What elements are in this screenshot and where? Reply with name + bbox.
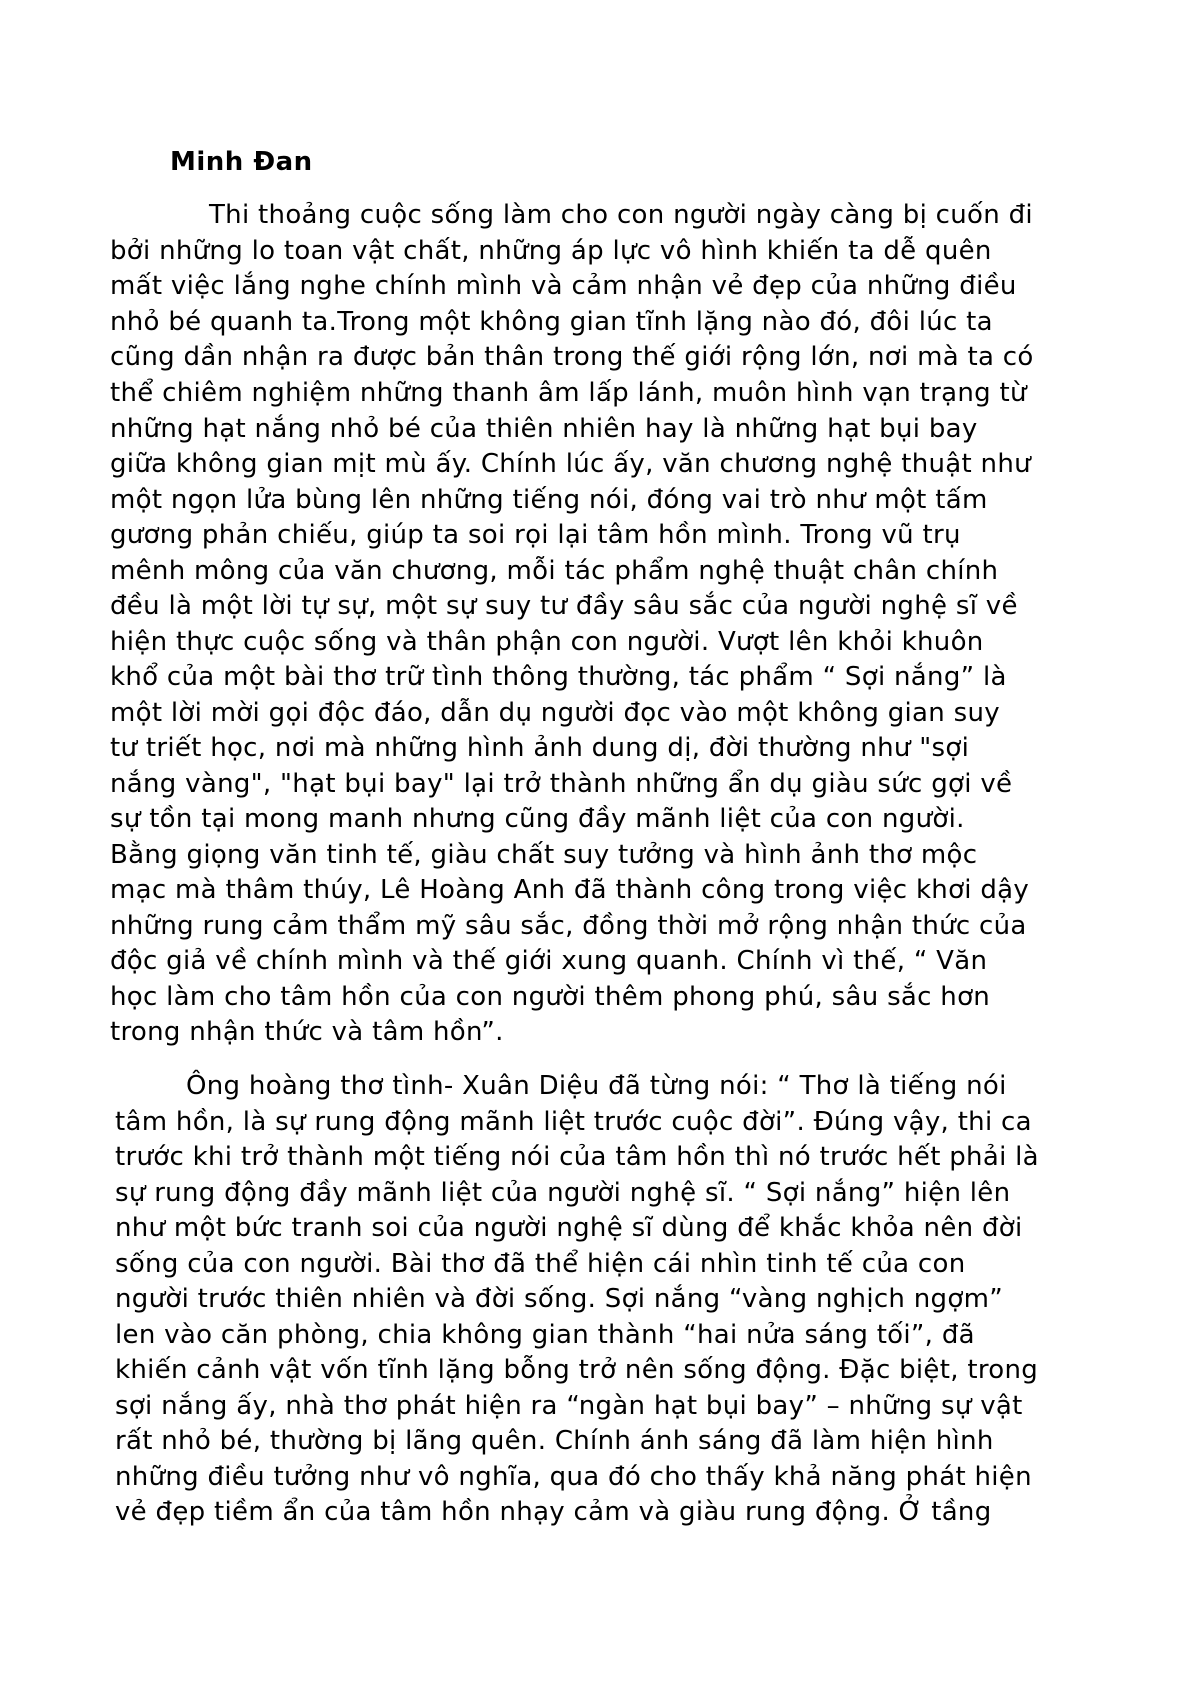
paragraph-line: vẻ đẹp tiềm ẩn của tâm hồn nhạy cảm và giàu rung động. Ở tầng [115, 1497, 992, 1527]
paragraph-line: thể chiêm nghiệm những thanh âm lấp lánh, muôn hình vạn trạng từ [110, 378, 1027, 408]
paragraph-line: mất việc lắng nghe chính mình và cảm nhận vẻ đẹp của những điều [110, 271, 1017, 301]
paragraph-line: trước khi trở thành một tiếng nói của tâm hồn thì nó trước hết phải là [115, 1142, 1039, 1172]
paragraph-line: như một bức tranh soi của người nghệ sĩ dùng để khắc khỏa nên đời [115, 1213, 1023, 1243]
paragraph-line: những điều tưởng như vô nghĩa, qua đó cho thấy khả năng phát hiện [115, 1462, 1032, 1492]
paragraph-line: giữa không gian mịt mù ấy. Chính lúc ấy, văn chương nghệ thuật như [110, 449, 1031, 479]
paragraph-line: nắng vàng", "hạt bụi bay" lại trở thành những ẩn dụ giàu sức gợi về [110, 769, 1013, 799]
paragraph-line: độc giả về chính mình và thế giới xung quanh. Chính vì thế, “ Văn [110, 946, 988, 976]
paragraph-line: tâm hồn, là sự rung động mãnh liệt trước cuộc đời”. Đúng vậy, thi ca [115, 1107, 1032, 1137]
paragraph-line: người trước thiên nhiên và đời sống. Sợi nắng “vàng nghịch ngợm” [115, 1284, 1003, 1314]
paragraph-line: khổ của một bài thơ trữ tình thông thường, tác phẩm “ Sợi nắng” là [110, 662, 1007, 692]
paragraph-line: khiến cảnh vật vốn tĩnh lặng bỗng trở nên sống động. Đặc biệt, trong [115, 1355, 1039, 1385]
paragraph-line: hiện thực cuộc sống và thân phận con người. Vượt lên khỏi khuôn [110, 627, 984, 657]
paragraph-line: trong nhận thức và tâm hồn”. [110, 1017, 504, 1047]
paragraph-line: rất nhỏ bé, thường bị lãng quên. Chính ánh sáng đã làm hiện hình [115, 1426, 994, 1456]
paragraph-line: tư triết học, nơi mà những hình ảnh dung dị, đời thường như "sợi [110, 733, 970, 763]
paragraph-line: học làm cho tâm hồn của con người thêm phong phú, sâu sắc hơn [110, 982, 991, 1012]
paragraph-line: sự tồn tại mong manh nhưng cũng đầy mãnh liệt của con người. [110, 804, 965, 834]
paragraph-line: sợi nắng ấy, nhà thơ phát hiện ra “ngàn hạt bụi bay” – những sự vật [115, 1391, 1023, 1421]
paragraph-line: Bằng giọng văn tinh tế, giàu chất suy tưởng và hình ảnh thơ mộc [110, 840, 978, 870]
paragraph-line: những rung cảm thẩm mỹ sâu sắc, đồng thời mở rộng nhận thức của [110, 911, 1027, 941]
paragraph-line: những hạt nắng nhỏ bé của thiên nhiên hay là những hạt bụi bay [110, 414, 978, 444]
paragraph-line: sự rung động đầy mãnh liệt của người nghệ sĩ. “ Sợi nắng” hiện lên [115, 1178, 1011, 1208]
paragraph-line: mênh mông của văn chương, mỗi tác phẩm nghệ thuật chân chính [110, 556, 999, 586]
paragraph-line: một ngọn lửa bùng lên những tiếng nói, đóng vai trò như một tấm [110, 485, 988, 515]
author-name: Minh Đan [170, 147, 313, 177]
paragraph-line: một lời mời gọi độc đáo, dẫn dụ người đọc vào một không gian suy [110, 698, 1000, 728]
paragraph-line: đều là một lời tự sự, một sự suy tư đầy sâu sắc của người nghệ sĩ về [110, 591, 1018, 621]
paragraph-line: Ông hoàng thơ tình- Xuân Diệu đã từng nói: “ Thơ là tiếng nói [186, 1071, 1007, 1101]
paragraph-line: bởi những lo toan vật chất, những áp lực vô hình khiến ta dễ quên [110, 236, 992, 266]
paragraph-line: mạc mà thâm thúy, Lê Hoàng Anh đã thành công trong việc khơi dậy [110, 875, 1030, 905]
paragraph-line: Thi thoảng cuộc sống làm cho con người ngày càng bị cuốn đi [209, 200, 1033, 230]
paragraph-line: cũng dần nhận ra được bản thân trong thế giới rộng lớn, nơi mà ta có [110, 342, 1034, 372]
paragraph-line: sống của con người. Bài thơ đã thể hiện cái nhìn tinh tế của con [115, 1249, 966, 1279]
paragraph-line: nhỏ bé quanh ta.Trong một không gian tĩnh lặng nào đó, đôi lúc ta [110, 307, 993, 337]
paragraph-line: gương phản chiếu, giúp ta soi rọi lại tâm hồn mình. Trong vũ trụ [110, 520, 961, 550]
paragraph-line: len vào căn phòng, chia không gian thành “hai nửa sáng tối”, đã [115, 1320, 975, 1350]
